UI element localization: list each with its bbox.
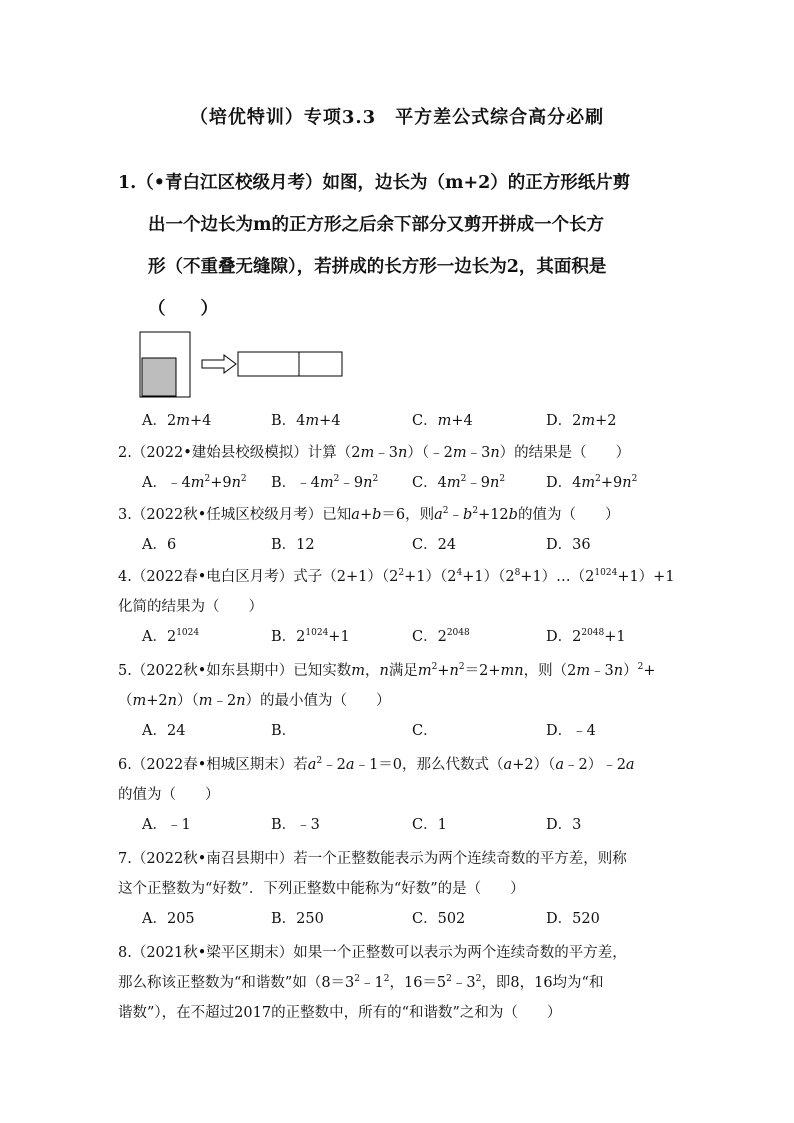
q4-option-d[interactable]: D．$2^{2048}+1$: [546, 628, 626, 645]
question-4-line-2: 化简的结果为（ ）: [118, 599, 263, 615]
small-square: [142, 358, 176, 396]
q4-option-b[interactable]: B．$2^{1024}+1$: [271, 628, 350, 645]
question-5: [118, 656, 688, 746]
q1-option-c[interactable]: C．m+4: [412, 413, 473, 429]
q3-option-d[interactable]: D．36: [546, 537, 591, 553]
rectangle-right: [299, 352, 342, 376]
question-8: [118, 938, 688, 1028]
question-7-line-2: 这个正整数为“好数”．下列正整数中能称为“好数”的是（ ）: [118, 881, 525, 897]
question-6-line-2: 的值为（ ）: [118, 787, 220, 803]
question-3-line-1: 3.（2022秋•任城区校级月考）已知a+b＝6，则$a^2﹣b^2+12b$的值为（ ）: [118, 506, 620, 523]
q2-option-b[interactable]: B．$﹣4m^2﹣9n^2$: [271, 474, 379, 491]
q7-option-b[interactable]: B．250: [271, 911, 324, 927]
q5-option-b[interactable]: B．: [271, 723, 297, 739]
q6-option-a[interactable]: A．﹣1: [142, 817, 191, 833]
question-1: [118, 162, 688, 330]
question-1-line-3: 形（不重叠无缝隙），若拼成的长方形一边长为2，其面积是: [148, 257, 607, 277]
question-8-line-3: 谐数”），在不超过2017的正整数中，所有的“和谐数”之和为（ ）: [118, 1005, 562, 1021]
q1-option-b[interactable]: B．4m+4: [271, 413, 341, 429]
question-3: [118, 500, 688, 560]
q7-option-a[interactable]: A．205: [142, 911, 195, 927]
q4-option-c[interactable]: C．$2^{2048}$: [412, 628, 470, 645]
question-5-line-2: （m+2n）（m﹣2n）的最小值为（ ）: [118, 693, 391, 709]
question-1-options: [118, 406, 688, 436]
q3-option-c[interactable]: C．24: [412, 537, 457, 553]
question-1-line-2: 出一个边长为m的正方形之后余下部分又剪开拼成一个长方: [148, 215, 605, 235]
q2-option-d[interactable]: D．$4m^2+9n^2$: [546, 474, 638, 491]
arrow-icon: [202, 355, 236, 373]
q5-option-c[interactable]: C．: [412, 723, 438, 739]
q3-option-b[interactable]: B．12: [271, 537, 315, 553]
question-1-line-4: （ ）: [148, 299, 218, 319]
q2-option-a[interactable]: A．$﹣4m^2+9n^2$: [142, 474, 247, 491]
question-6-line-1: 6.（2022春•相城区期末）若$a^2﹣2a﹣1=0$，那么代数式（a+2）（a﹣2）﹣2a: [118, 756, 635, 773]
q6-option-b[interactable]: B．﹣3: [271, 817, 320, 833]
question-6: [118, 750, 688, 840]
question-8-line-2: 那么称该正整数为“和谐数”如（$8=3^2﹣1^2$，$16=5^2﹣3^2$，即8，16均为“和: [118, 974, 604, 991]
rectangle-left: [238, 352, 299, 376]
q7-option-d[interactable]: D．520: [546, 911, 600, 927]
q3-option-a[interactable]: A．6: [142, 537, 177, 553]
q6-option-c[interactable]: C．1: [412, 817, 447, 833]
question-7: [118, 844, 688, 934]
q6-option-d[interactable]: D．3: [546, 817, 582, 833]
q1-option-a[interactable]: A．2m+4: [142, 413, 212, 429]
question-8-line-1: 8.（2021秋•梁平区期末）如果一个正整数可以表示为两个连续奇数的平方差，: [118, 945, 627, 961]
question-2-line-1: 2.（2022•建始县校级模拟）计算（2m﹣3n）（﹣2m﹣3n）的结果是（ ）: [118, 445, 631, 461]
question-7-line-1: 7.（2022秋•南召县期中）若一个正整数能表示为两个连续奇数的平方差，则称: [118, 851, 627, 867]
q4-option-a[interactable]: A．$2^{1024}$: [142, 628, 200, 645]
question-1-line-1: 1.（•青白江区校级月考）如图，边长为（m+2）的正方形纸片剪: [118, 173, 631, 193]
question-2: [118, 438, 688, 498]
question-4-line-1: 4.（2022春•电白区月考）式子$(2+1)(2^2+1)(2^4+1)(2^8+1)\dots(2^{1024}+1)+1$: [118, 568, 675, 585]
q2-option-c[interactable]: C．$4m^2﹣9n^2$: [412, 474, 506, 491]
q5-option-d[interactable]: D．﹣4: [546, 723, 596, 739]
question-1-figure: [138, 330, 348, 402]
q5-option-a[interactable]: A．24: [142, 723, 186, 739]
question-5-line-1: 5.（2022秋•如东县期中）已知实数m，n满足$m^2+n^2=2+mn$，则（2m﹣3n）$^2$+: [118, 662, 656, 679]
q1-option-d[interactable]: D．2m+2: [546, 413, 617, 429]
question-4: [118, 562, 688, 652]
q7-option-c[interactable]: C．502: [412, 911, 466, 927]
page-title: （培优特训）专项3.3 平方差公式综合高分必刷: [189, 107, 605, 128]
